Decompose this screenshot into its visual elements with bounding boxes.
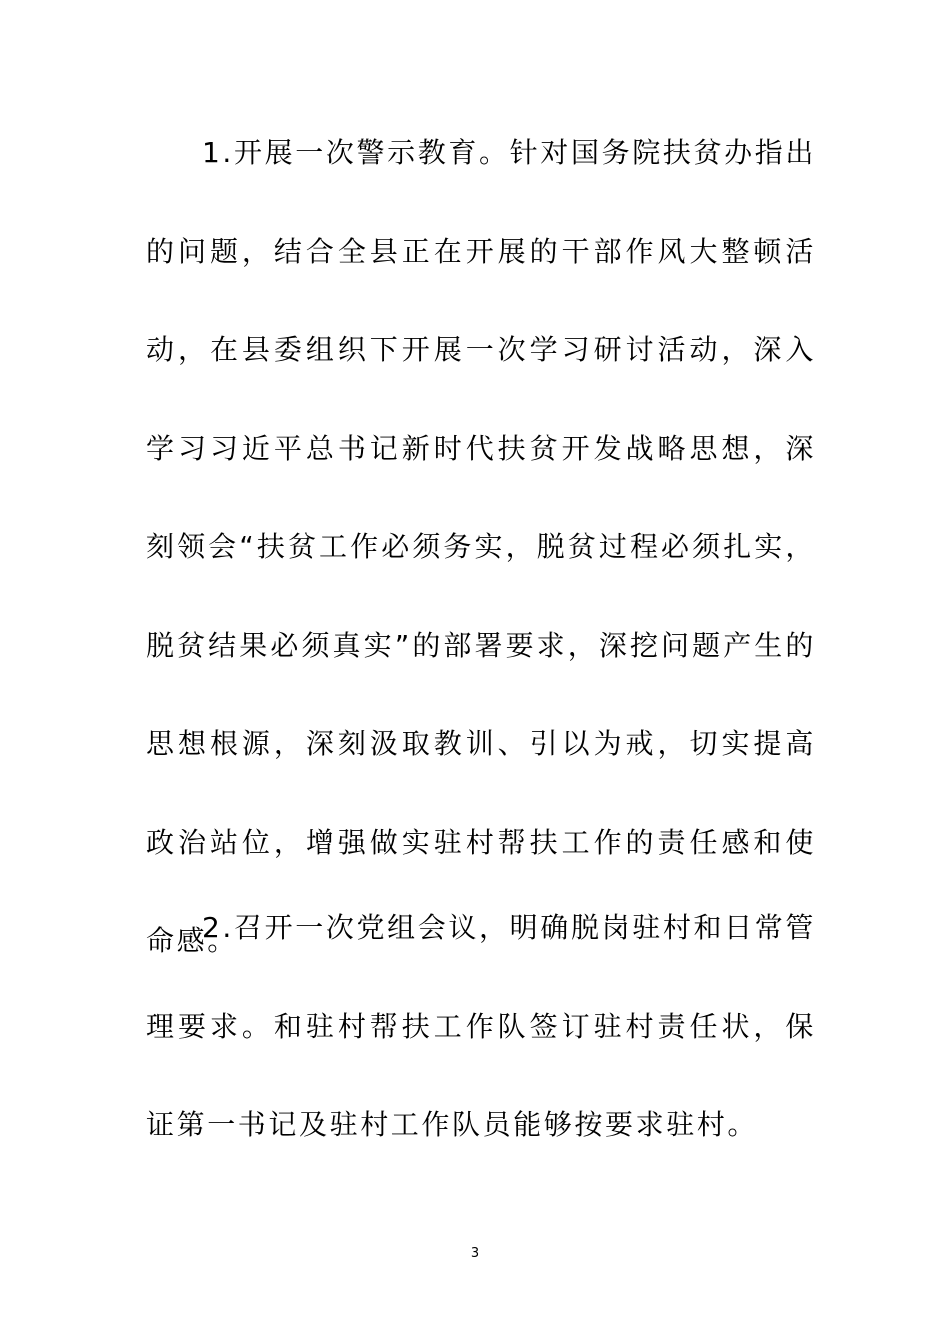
paragraph-party-meeting: 2.召开一次党组会议，明确脱岗驻村和日常管理要求。和驻村帮扶工作队签订驻村责任状，保证第一书记及驻村工作队员能够按要求驻村。 bbox=[146, 911, 816, 1141]
page-number: 3 bbox=[470, 1246, 480, 1261]
paragraph-warning-education: 1.开展一次警示教育。针对国务院扶贫办指出的问题，结合全县正在开展的干部作风大整顿活动，在县委组织下开展一次学习研讨活动，深入学习习近平总书记新时代扶贫开发战略思想，深刻领会“扶贫工作必须务实，脱贫过程必须扎实，脱贫结果必须真实”的部署要求，深挖问题产生的思想根源，深刻汲取教训、引以为戒，切实提高政治站位，增强做实驻村帮扶工作的责任感和使命感。 bbox=[146, 136, 816, 957]
